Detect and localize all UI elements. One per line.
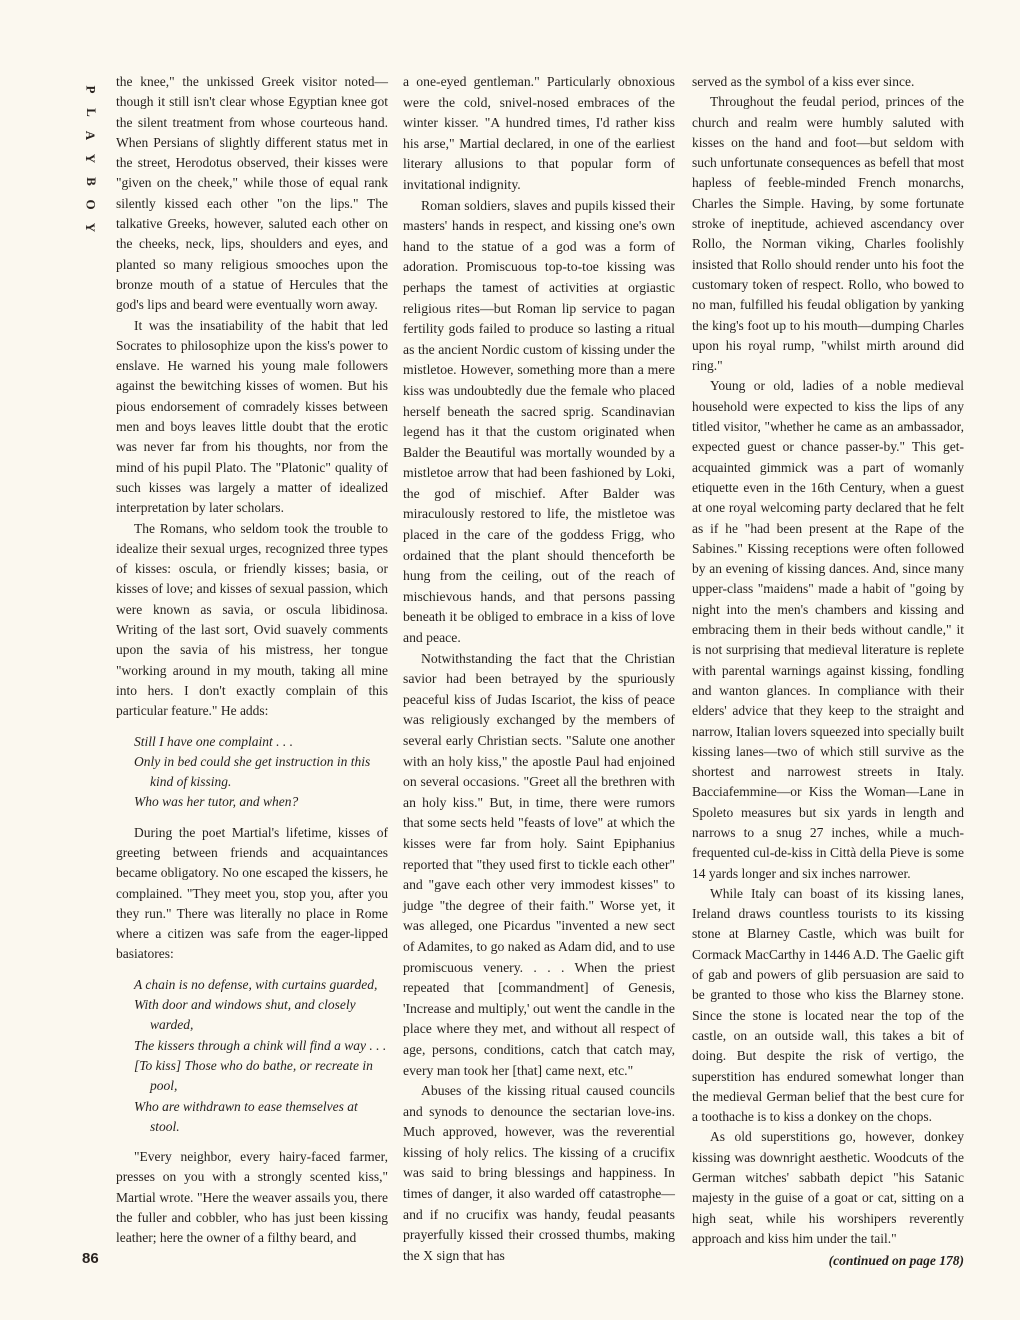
column-1: [116, 72, 388, 1249]
verse-line: [To kiss] Those who do bathe, or recreate in pool,: [134, 1057, 373, 1094]
paragraph: Abuses of the kissing ritual caused councils and synods to denounce the sectarian love-ins. Much approved, however, was the reverential kissing of holy relics. The kissing of a crucifix was said to bring blessings and happiness. In times of danger, it also warded off catastrophe—and if no crucifix was handy, feudal peasants prayerfully kissed their crossed thumbs, making the X sign that has: [403, 1083, 675, 1263]
paragraph: the knee," the unkissed Greek visitor noted—though it still isn't clear whose Egyptian knee got the silent treatment from whose courteous hand. When Persians of slightly different status met in the street, Herodotus observed, their kisses were "given on the cheek," while those of equal rank silently kissed each other "on the lips." The talkative Greeks, however, saluted each other on the cheeks, neck, lips, shoulders and eyes, and planted so many religious smooches upon the bronze mouth of a statue of Hercules that the god's lips and beard were eventually worn away.: [116, 74, 388, 313]
continued-notice: (continued on page 178): [828, 1253, 964, 1269]
verse-line: Who are withdrawn to ease themselves at stool.: [134, 1098, 358, 1134]
page-number: 86: [82, 1250, 99, 1267]
masthead-vertical: P L A Y B O Y: [83, 85, 99, 233]
paragraph: As old superstitions go, however, donkey kissing was downright aesthetic. Woodcuts of the German witches' sabbath depict "his Satanic majesty in the guise of a goat or cat, sitting on a high seat, while his worshipers reverently approach and kiss him under the tail.": [692, 1129, 964, 1246]
paragraph: Throughout the feudal period, princes of the church and realm were humbly saluted with kisses on the hand and foot—but seldom with such unfortunate consequences as befell that most hapless of feeble-minded French monarchs, Charles the Simple. Having, by some fortunate stroke of ineptitude, achieved ascendancy over Rollo, the Norman viking, Charles foolishly insisted that Rollo should render unto his foot the customary token of respect. Rollo, who bowed to no man, fulfilled his feudal obligation by yanking the king's foot up to his mouth—dumping Charles upon his royal rump, "whilst mirth around did ring.": [692, 94, 964, 374]
paragraph: The Romans, who seldom took the trouble to idealize their sexual urges, recognized three types of kisses: oscula, or friendly kisses; basia, or kisses of love; and kisses of sexual passion, which were known as savia, or oscula libidinosa. Writing of the last sort, Ovid suavely comments upon the savia of his mistress, her tongue "working around in my mouth, taking all mine into hers. I don't exactly complain of this particular feature." He adds:: [116, 520, 388, 719]
paragraph: "Every neighbor, every hairy-faced farmer, presses on you with a strongly scented kiss," Martial wrote. "Here the weaver assails you, there the fuller and cobbler, who has just been kissing leather; here the owner of a filthy beard, and: [116, 1149, 388, 1246]
paragraph: It was the insatiability of the habit that led Socrates to philosophize upon the kiss's power to enslave. He warned his young male followers against the bewitching kisses of women. But his pious endorsement of comradely kisses between men and boys leaves little doubt that the erotic was never far from his thoughts, nor from the mind of his pupil Plato. The "Platonic" quality of such kisses was largely a matter of idealized interpretation by later scholars.: [116, 317, 388, 516]
paragraph: Roman soldiers, slaves and pupils kissed their masters' hands in respect, and kissing one's own hand to the statue of a god was a form of adoration. Promiscuous top-to-toe kissing was perhaps the tamest of activities at orgiastic religious rites—but Roman lip service to pagan fertility gods failed to produce so lasting a ritual as the ancient Nordic custom of kissing under the mistletoe. However, something more than a mere kiss was undoubtedly due the female who placed herself beneath the sacred sprig. Scandinavian legend has it that the custom originated when Balder the Beautiful was mortally wounded by a mistletoe arrow that had been fashioned by Loki, the god of mischief. After Balder was miraculously restored to life, the mistletoe was placed in the care of the goddess Frigg, who ordained that the plant should thenceforth be hung from the ceiling, out of the reach of mischievous hands, and that persons passing beneath it be obliged to embrace in a kiss of love and peace.: [403, 197, 675, 646]
verse-quote-martial: [134, 975, 388, 1137]
paragraph: While Italy can boast of its kissing lanes, Ireland draws countless tourists to its kissing stone at Blarney Castle, which was built for Cormack MacCarthy in 1446 A.D. The Gaelic gift of gab and powers of glib persuasion are said to be granted to those who kiss the Blarney stone. Since the stone is located near the top of the castle, on an outside wall, this takes a bit of doing. But despite the risk of vertigo, the superstition has endured somewhat longer than the medieval German belief that the best cure for a toothache is to kiss a donkey on the chops.: [692, 885, 964, 1125]
paragraph: Notwithstanding the fact that the Christian savior had been betrayed by the spuriously peaceful kiss of Judas Iscariot, the kiss of peace was religiously exchanged by the members of several early Christian sects. "Salute one another with an holy kiss," the apostle Paul had enjoined on several occasions. "Greet all the brethren with an holy kiss." But, in time, there were rumors that some sects held "feasts of love" at which the kisses were far from holy. Saint Epiphanius reported that "they used first to tickle each other" and "gave each other very immodest kisses" to judge "the degree of their faith." Worse yet, it was alleged, one Picardus "invented a new sect of Adamites, to go naked as Adam did, and to use promiscuous venery. . . . When the priest repeated that [commandment] of Genesis, 'Increase and multiply,' out went the candle in the place where they met, and without all respect of age, persons, conditions, catch that catch may, every man took her [that] came next, etc.": [403, 650, 675, 1078]
verse-quote-ovid: [134, 732, 388, 813]
paragraph: Young or old, ladies of a noble medieval household were expected to kiss the lips of any titled visitor, "whether he came as an ambassador, expected guest or chance passer-by." This get-acquainted gimmick was a part of womanly etiquette even in the 16th Century, when a guest at one royal welcoming party declared that he felt as if he "had been present at the Rape of the Sabines." Kissing receptions were often followed by an evening of kissing dances. And, since many upper-class "maidens" made a habit of "going by night into the men's chambers and kissing and embracing them in their beds without candle," it is not surprising that medieval literature is replete with parental warnings against kissing, fondling and wanton glances. In compliance with their elders' advice that they keep to the straight and narrow, Italian lovers squeezed into specially built kissing lanes—two of which still survive as the shortest and narrowest streets in Italy. Bacciafemmine—or Kiss the Woman—Lane in Spoleto measures but six yards in length and narrows to a snug 27 inches, while a much-frequented cul-de-kiss in Città della Pieve is some 14 yards longer and six inches narrower.: [692, 378, 964, 881]
column-2: [403, 72, 675, 1266]
paragraph: a one-eyed gentleman." Particularly obnoxious were the cold, snivel-nosed embraces of the winter kisser. "A hundred times, I'd rather kiss his arse," Martial declared, in one of the earliest literary allusions to that popular form of invitational indignity.: [403, 74, 675, 192]
verse-line: A chain is no defense, with curtains guarded,: [134, 976, 378, 992]
paragraph: During the poet Martial's lifetime, kisses of greeting between friends and acquaintances became obligatory. No one escaped the kissers, he complained. "They meet you, stop you, after you they run." There was literally no place in Rome where a citizen was safe from the eager-lipped basiatores:: [116, 824, 388, 962]
column-3: [692, 72, 964, 1272]
verse-line: The kissers through a chink will find a way . . .: [134, 1037, 387, 1053]
verse-line: Only in bed could she get instruction in this kind of kissing.: [134, 753, 371, 790]
verse-line: With door and windows shut, and closely warded,: [134, 997, 356, 1033]
verse-line: Who was her tutor, and when?: [134, 794, 299, 810]
paragraph: served as the symbol of a kiss ever since.: [692, 74, 915, 89]
verse-line: Still I have one complaint . . .: [134, 733, 293, 749]
